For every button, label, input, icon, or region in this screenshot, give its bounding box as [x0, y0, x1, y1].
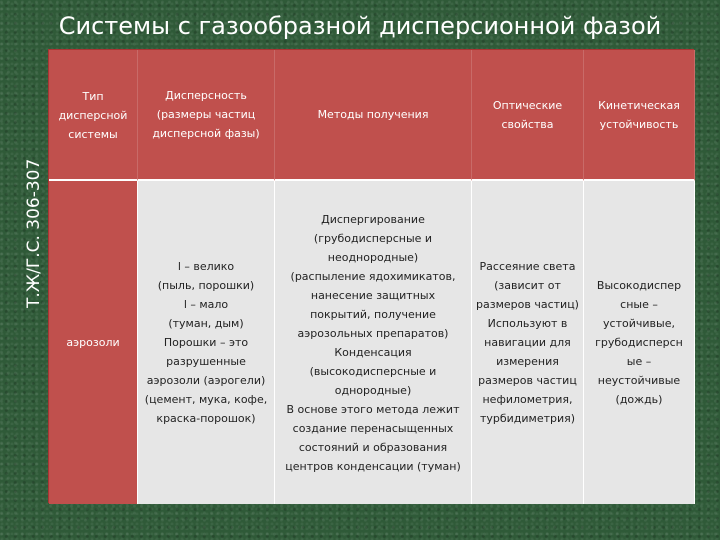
cell-kinetic: Высокодиспер сные – устойчивые, грубодисперсн ые – неустойчивые (дождь): [584, 181, 695, 504]
cell-optical: Рассеяние света (зависит от размеров частиц) Используют в навигации для измерения размеров частиц нефилометрия, турбидиметрия): [472, 181, 584, 504]
header-kinetic: Кинетическая устойчивость: [584, 50, 695, 181]
cell-dispersity: l – велико (пыль, порошки) l – мало (туман, дым) Порошки – это разрушенные аэрозоли (аэрогели) (цемент, мука, кофе, краска-порошок): [138, 181, 275, 504]
header-type: Тип дисперсной системы: [49, 50, 138, 181]
cell-type: аэрозоли: [49, 181, 138, 504]
side-label: Т.Ж/Г.С. 306-307: [24, 158, 44, 308]
header-dispersity: Дисперсность (размеры частиц дисперсной фазы): [138, 50, 275, 181]
slide-title: Системы с газообразной дисперсионной фазой: [58, 12, 662, 40]
header-methods: Методы получения: [275, 50, 472, 181]
data-table: [48, 49, 694, 503]
cell-methods: Диспергирование (грубодисперсные и неоднородные) (распыление ядохимикатов, нанесение защитных покрытий, получение аэрозольных препаратов) Конденсация (высокодисперсные и однородные) В основе этого метода лежит создание перенасыщенных состояний и образования центров конденсации (туман): [275, 181, 472, 504]
header-optical: Оптические свойства: [472, 50, 584, 181]
